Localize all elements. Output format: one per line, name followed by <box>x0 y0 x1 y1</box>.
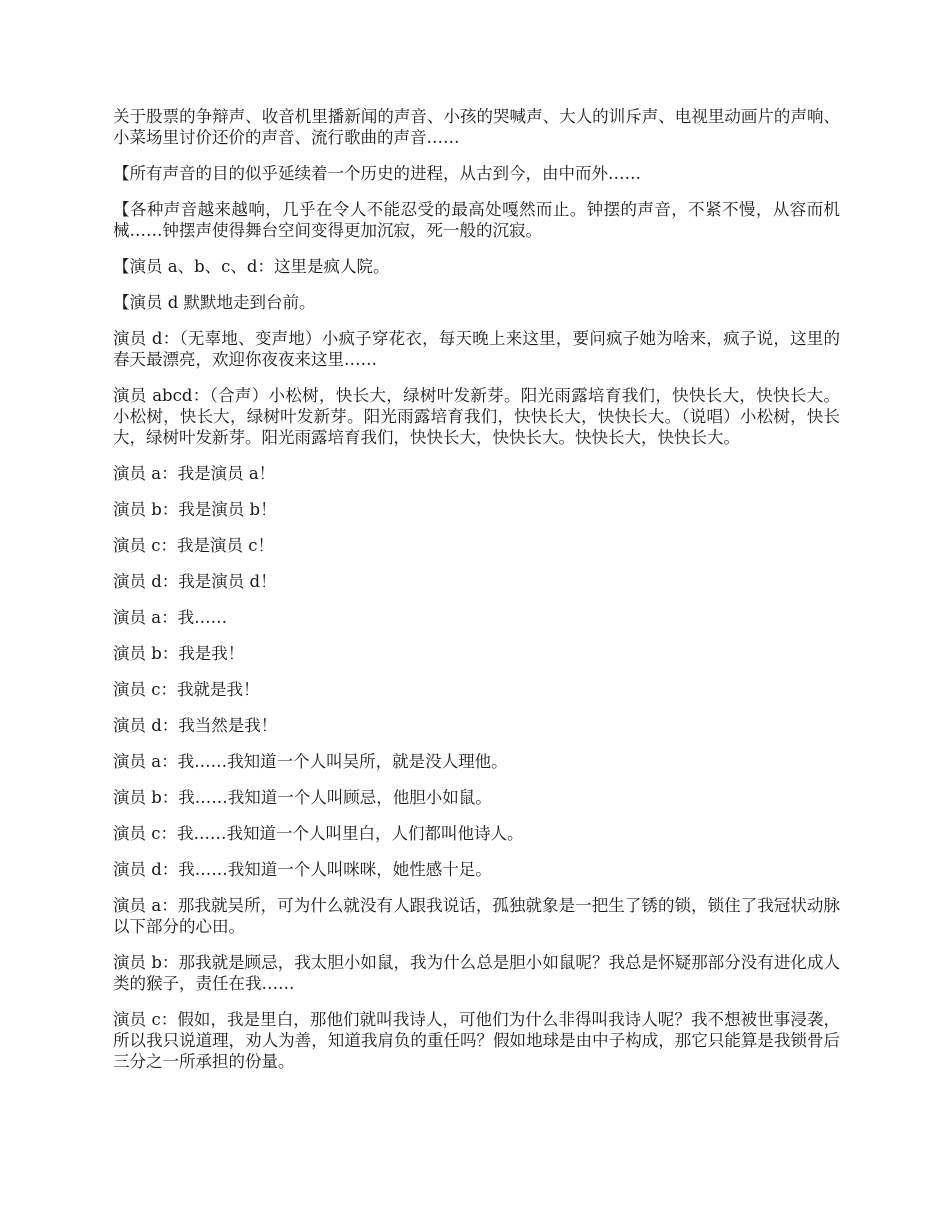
paragraph-12: 演员 a：我…… <box>113 608 228 627</box>
paragraph-18: 演员 c：我……我知道一个人叫里白，人们都叫他诗人。 <box>113 824 524 843</box>
paragraph-11: 演员 d：我是演员 d！ <box>113 572 277 591</box>
paragraph-15: 演员 d：我当然是我！ <box>113 716 278 735</box>
paragraph-1: 关于股票的争辩声、收音机里播新闻的声音、小孩的哭喊声、大人的训斥声、电视里动画片的声响、小菜场里讨价还价的声音、流行歌曲的声音…… <box>113 107 840 147</box>
paragraph-20: 演员 a：那我就吴所，可为什么就没有人跟我说话，孤独就象是一把生了锈的锁，锁住了我冠状动脉以下部分的心田。 <box>113 896 840 936</box>
paragraph-21: 演员 b：那我就是顾忌，我太胆小如鼠，我为什么总是胆小如鼠呢？我总是怀疑那部分没有进化成人类的猴子，责任在我…… <box>113 953 840 993</box>
paragraph-4: 【演员 a、b、c、d：这里是疯人院。 <box>113 257 390 276</box>
paragraph-13: 演员 b：我是我！ <box>113 644 245 663</box>
document-body <box>113 106 840 1087</box>
paragraph-2: 【所有声音的目的似乎延续着一个历史的进程，从古到今，由中而外…… <box>113 164 641 183</box>
paragraph-5: 【演员 d 默默地走到台前。 <box>113 293 316 312</box>
paragraph-16: 演员 a：我……我知道一个人叫吴所，就是没人理他。 <box>113 752 508 771</box>
paragraph-3: 【各种声音越来越响，几乎在令人不能忍受的最高处嘎然而止。钟摆的声音，不紧不慢，从容而机械……钟摆声使得舞台空间变得更加沉寂，死一般的沉寂。 <box>113 200 840 240</box>
paragraph-19: 演员 d：我……我知道一个人叫咪咪，她性感十足。 <box>113 860 492 879</box>
paragraph-10: 演员 c：我是演员 c！ <box>113 536 274 555</box>
paragraph-9: 演员 b：我是演员 b！ <box>113 500 277 519</box>
paragraph-8: 演员 a：我是演员 a！ <box>113 464 276 483</box>
paragraph-17: 演员 b：我……我知道一个人叫顾忌，他胆小如鼠。 <box>113 788 492 807</box>
paragraph-6: 演员 d：（无辜地、变声地）小疯子穿花衣，每天晚上来这里，要问疯子她为啥来，疯子说，这里的春天最漂亮，欢迎你夜夜来这里…… <box>113 329 840 369</box>
paragraph-22: 演员 c：假如，我是里白，那他们就叫我诗人，可他们为什么非得叫我诗人呢？我不想被世事浸袭，所以我只说道理，劝人为善，知道我肩负的重任吗？假如地球是由中子构成，那它只能算是我锁骨后三分之一所承担的份量。 <box>113 1010 840 1071</box>
paragraph-7: 演员 abcd：（合声）小松树，快长大，绿树叶发新芽。阳光雨露培育我们，快快长大，快快长大。小松树，快长大，绿树叶发新芽。阳光雨露培育我们，快快长大，快快长大。（说唱）小松树，快长大，绿树叶发新芽。阳光雨露培育我们，快快长大，快快长大。快快长大，快快长大。 <box>113 386 840 447</box>
paragraph-14: 演员 c：我就是我！ <box>113 680 260 699</box>
